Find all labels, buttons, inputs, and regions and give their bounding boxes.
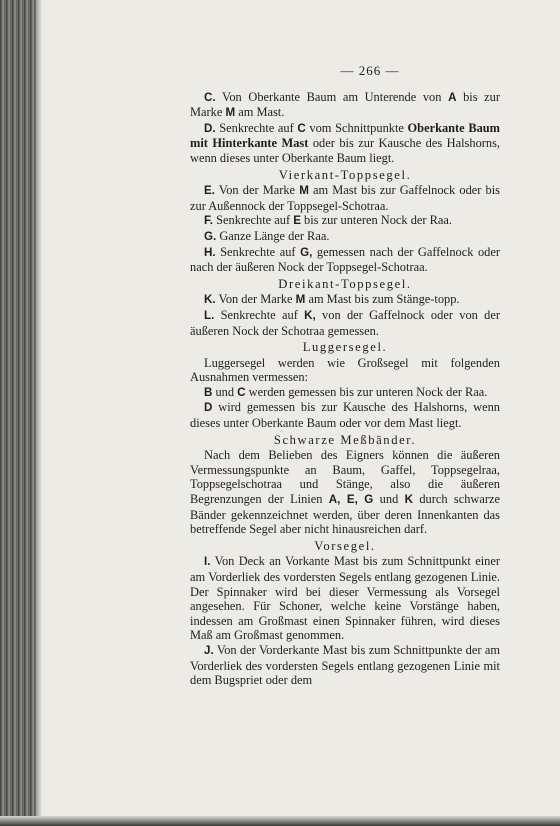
bold-marker: E.	[204, 184, 215, 198]
text-run: bis zur Marke	[190, 89, 500, 120]
text-run: Von der Marke	[215, 292, 296, 307]
text-run: Senkrechte auf	[215, 120, 298, 135]
text-run: gemessen nach der Gaffelnock oder nach der äußeren Nock der Toppsegel-Schotraa.	[190, 244, 500, 275]
bold-marker: C	[297, 121, 306, 135]
text-run: werden gemessen bis zur unteren Nock der Raa.	[245, 384, 488, 399]
text-run: Von Oberkante Baum am Unterende von	[215, 89, 449, 104]
section-heading: Schwarze Meßbänder.	[273, 432, 417, 447]
paragraph	[190, 90, 500, 121]
text-run: am Mast bis zum Stänge-topp.	[305, 292, 460, 307]
bold-marker: C	[237, 385, 246, 399]
section-heading: Vorsegel.	[314, 538, 376, 553]
text-run: bis zur unteren Nock der Raa.	[300, 213, 452, 228]
text-run: und	[373, 492, 405, 507]
text-run: Nach dem Belieben des Eigners können die äußeren Vermessungspunkte an Baum, Gaffel, Toppsegelraa, Toppsegelschotraa und Stänge, also die äußeren Begrenzungen der Linien	[190, 448, 500, 507]
paragraph	[190, 356, 500, 385]
page-bottom-edge	[0, 816, 560, 826]
paragraph	[190, 385, 500, 401]
text-run: Von der Vorderkante Mast bis zum Schnittpunkte der am Vorderliek des vordersten Segels entlang gezogenen Linie mit dem Bugspriet oder dem	[190, 642, 500, 688]
bold-marker: M	[299, 184, 309, 198]
text-run: und	[212, 384, 238, 399]
text-run: oder bis zur Kausche des Halshorns, wenn dieses unter Oberkante Baum liegt.	[190, 136, 501, 165]
text-run: von der Gaffelnock oder von der äußeren Nock der Schotraa gemessen.	[190, 307, 500, 338]
section-heading: Dreikant-Toppsegel.	[278, 276, 412, 291]
bold-marker: M	[295, 293, 306, 307]
text-run: Von Deck an Vorkante Mast bis zum Schnittpunkt einer am Vorderliek des vordersten Segels entlang gezogenen Linie. Der Spinnaker wird bei dieser Vermessung als Vorsegel angesehen. Für Schoner, welche keine Vorstänge haben, indessen am Großmast einen Spinnaker führen, wird dieses Maß am Großmast genommen.	[190, 554, 500, 643]
page-content	[190, 90, 500, 688]
paragraph	[190, 183, 500, 213]
text-run: vom Schnittpunkte	[305, 120, 408, 135]
paragraph	[190, 554, 500, 643]
bold-marker: D.	[204, 121, 216, 135]
text-run: Senkrechte auf	[213, 213, 294, 228]
paragraph	[190, 229, 500, 245]
paragraph	[190, 400, 500, 430]
bold-marker: G.	[204, 229, 217, 243]
bold-marker: A, E, G	[328, 493, 374, 507]
bold-marker: C.	[204, 90, 216, 104]
section-heading: Vierkant-Toppsegel.	[278, 167, 412, 182]
bold-marker: E	[293, 214, 301, 228]
bold-marker: J.	[204, 643, 214, 657]
text-run: wird gemessen bis zur Kausche des Halshorns, wenn dieses unter Oberkante Baum oder vor dem Mast liegt.	[190, 400, 500, 431]
bold-marker: B	[204, 385, 213, 399]
bold-marker: K	[404, 493, 413, 507]
book-spine	[0, 0, 36, 826]
bold-marker: F.	[204, 214, 214, 228]
paragraph	[190, 292, 500, 308]
page-text	[190, 64, 500, 688]
bold-marker: H.	[204, 245, 216, 259]
bold-text: Oberkante Baum mit Hinterkante Mast	[190, 120, 500, 151]
section-heading: Luggersegel.	[302, 340, 388, 355]
paragraph	[190, 643, 500, 688]
paragraph	[190, 308, 500, 338]
bold-marker: K.	[204, 293, 216, 307]
bold-marker: D	[204, 401, 213, 415]
bold-marker: I.	[204, 555, 211, 569]
text-run: Ganze Länge der Raa.	[216, 228, 330, 243]
paragraph	[190, 245, 500, 275]
bold-marker: A	[448, 90, 457, 104]
text-run: Von der Marke	[214, 183, 300, 198]
text-run: Senkrechte auf	[215, 244, 301, 259]
bold-marker: G,	[300, 245, 313, 259]
text-run: Luggersegel werden wie Großsegel mit folgenden Ausnahmen vermessen:	[190, 355, 500, 385]
bold-marker: L.	[204, 308, 215, 322]
text-run: am Mast.	[235, 105, 285, 120]
page-number: — 266 —	[340, 63, 400, 78]
bold-marker: M	[225, 106, 236, 120]
bold-marker: K,	[304, 308, 316, 322]
paragraph	[190, 213, 500, 229]
text-run: Senkrechte auf	[214, 307, 305, 322]
paragraph	[190, 448, 500, 537]
text-run: durch schwarze Bänder gekennzeichnet werden, über deren Innenkanten das betreffende Segel aber nicht hinausreichen darf.	[190, 492, 501, 537]
paragraph	[190, 121, 500, 166]
text-run: am Mast bis zur Gaffelnock oder bis zur Außennock der Toppsegel-Schotraa.	[190, 183, 500, 213]
